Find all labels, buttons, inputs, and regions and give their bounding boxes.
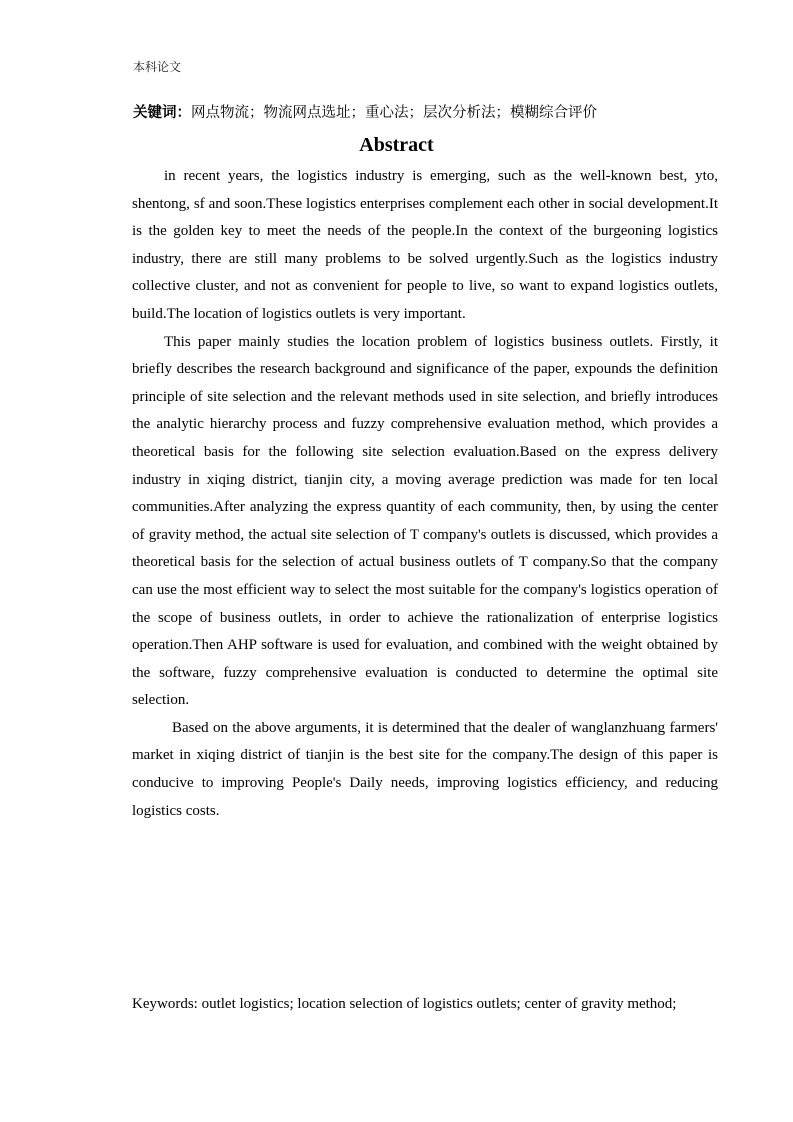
abstract-paragraph-3: Based on the above arguments, it is determined that the dealer of wanglanzhuang farmers' market in xiqing district of tianjin is the best site for the company.The design of this paper is conducive to improving People's Daily needs, improving logistics efficiency, and reducing logistics costs. — [132, 719, 718, 819]
abstract-heading: Abstract — [359, 134, 434, 156]
abstract-paragraph-2: This paper mainly studies the location problem of logistics business outlets. Firstly, it briefly describes the research background and significance of the paper, expounds the definition principle of site selection and the relevant methods used in site selection, and briefly introduces the analytic hierarchy process and fuzzy comprehensive evaluation method, which provides a theoretical basis for the following site selection evaluation.Based on the express delivery industry in xiqing district, tianjin city, a moving average prediction was made for ten local communities.After analyzing the express quantity of each community, then, by using the center of gravity method, the actual site selection of T company's outlets is discussed, which provides a theoretical basis for the selection of actual business outlets of T company.So that the company can use the most efficient way to select the most suitable for the company's logistics operation of the scope of business outlets, in order to achieve the rationalization of enterprise logistics operation.Then AHP software is used for evaluation, and combined with the weight obtained by the software, fuzzy comprehensive evaluation is conducted to determine the optimal site selection. — [132, 333, 718, 709]
abstract-body — [132, 163, 718, 825]
chinese-keywords-text: 网点物流；物流网点选址；重心法；层次分析法；模糊综合评价 — [191, 105, 597, 121]
chinese-keywords-label: 关键词： — [133, 105, 191, 121]
running-header: 本科论文 — [133, 60, 182, 74]
english-keywords: Keywords: outlet logistics; location selection of logistics outlets; center of gravity method; — [132, 996, 677, 1012]
abstract-paragraph-1: in recent years, the logistics industry is emerging, such as the well-known best, yto, shentong, sf and soon.These logistics enterprises complement each other in social development.It is the golden key to meet the needs of the people.In the context of the burgeoning logistics industry, there are still many problems to be solved urgently.Such as the logistics industry collective cluster, and not as convenient for people to live, so want to expand logistics outlets, build.The location of logistics outlets is very important. — [132, 168, 718, 322]
chinese-keywords — [133, 101, 723, 122]
